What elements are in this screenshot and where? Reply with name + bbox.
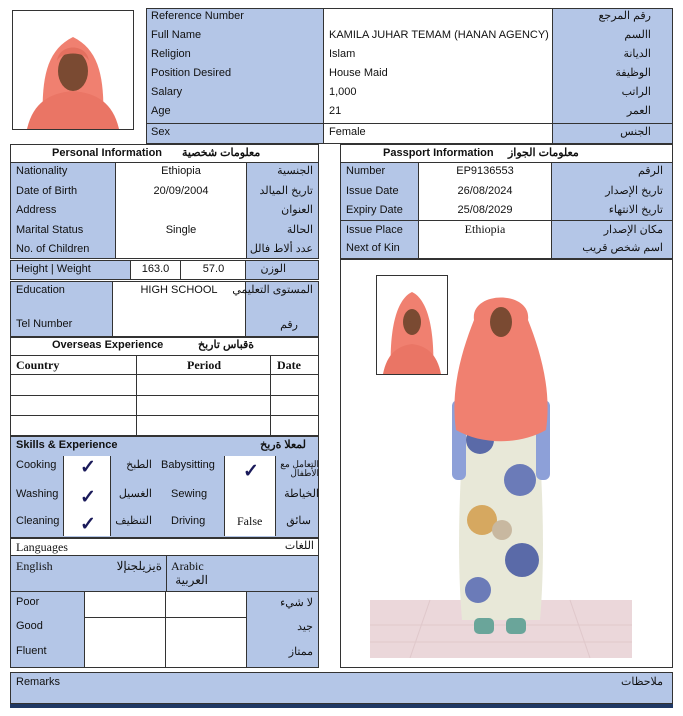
passport-issue-place-value: Ethiopia: [464, 222, 506, 236]
header-label: Sex: [151, 126, 170, 138]
language-level-ar: جيد: [297, 621, 313, 633]
footer-bar: [10, 704, 673, 708]
header-label: Salary: [151, 86, 183, 98]
skill-ar: سائق: [286, 515, 311, 527]
language-english: English: [16, 559, 53, 573]
skill-ar: الخياطة: [284, 488, 319, 500]
languages-title-ar: اللغات: [284, 540, 314, 552]
passport-label: Issue Date: [346, 185, 399, 197]
language-level: Poor: [16, 596, 40, 608]
full-name-value: KAMILA JUHAR TEMAM (HANAN AGENCY): [329, 29, 549, 41]
skill-ar: الطبخ: [126, 459, 152, 471]
passport-arabic-label: الرقم: [637, 165, 663, 177]
remarks-bar: [10, 672, 673, 704]
education-value: HIGH SCHOOL: [140, 284, 218, 296]
position-value: House Maid: [329, 67, 388, 79]
passport-number-value: EP9136553: [456, 165, 514, 177]
overseas-col-period: Period: [187, 358, 221, 372]
dob-value: 20/09/2004: [153, 185, 209, 197]
skill-label: Babysitting: [161, 459, 215, 471]
tel-number-ar: رقم: [280, 319, 298, 331]
language-level: Good: [16, 620, 43, 632]
nationality-value: Ethiopia: [161, 165, 201, 177]
passport-arabic-label: اسم شخص قريب: [582, 242, 663, 254]
header-arabic-label: رقم المرجع: [598, 10, 651, 22]
language-english-ar: ةيزيلجنإلا: [116, 559, 162, 573]
skill-check-mark: ✓: [80, 487, 96, 508]
header-label: Age: [151, 105, 171, 117]
language-arabic-ar: العربية: [175, 573, 208, 587]
education-ar: المستوى التعليمي: [232, 284, 313, 296]
remarks-ar: ملاحظات: [621, 676, 663, 688]
skill-check-mark: ✓: [80, 457, 96, 478]
passport-expiry-date-value: 25/08/2029: [457, 204, 513, 216]
header-label: Religion: [151, 48, 191, 60]
passport-label: Expiry Date: [346, 204, 403, 216]
age-value: 21: [329, 105, 342, 117]
language-level: Fluent: [16, 645, 47, 657]
skill-check-mark: ✓: [243, 461, 259, 482]
full-body-photo: [370, 280, 632, 658]
header-label: Reference Number: [151, 10, 244, 22]
header-arabic-label: الديانة: [623, 48, 651, 60]
skill-driving-value: False: [237, 514, 263, 528]
lang-cell-arabic-poor: [166, 592, 247, 667]
skill-label: Sewing: [171, 488, 208, 500]
personal-label: Date of Birth: [16, 185, 78, 197]
skill-label: Washing: [16, 488, 59, 500]
skill-ar: الغسيل: [118, 488, 152, 500]
personal-arabic-label: تاريخ الميالد: [259, 185, 313, 197]
skill-check-mark: ✓: [80, 514, 96, 535]
weight-value: 57.0: [202, 263, 225, 275]
portrait-photo-frame: [12, 10, 134, 130]
skills-title: Skills & Experience: [16, 439, 118, 451]
personal-label: Marital Status: [16, 224, 84, 236]
height-weight-label: Height | Weight: [16, 263, 91, 275]
passport-arabic-label: تاريخ الإصدار: [605, 185, 663, 197]
personal-arabic-label: الحالة: [286, 224, 313, 236]
salary-value: 1,000: [329, 86, 357, 98]
personal-label: Nationality: [16, 165, 68, 177]
religion-value: Islam: [329, 48, 356, 60]
languages-title: Languages: [16, 540, 68, 554]
overseas-title: Overseas Experience: [52, 339, 164, 351]
skills-title-ar: لمعلا ةربخ: [260, 439, 306, 451]
education-label: Education: [16, 284, 65, 296]
skill-ar: التعامل مع الأطفال: [280, 459, 319, 479]
overseas-title-ar: ةقباس تاربخ: [198, 339, 255, 351]
header-label: Position Desired: [151, 67, 232, 79]
marital-status-value: Single: [165, 224, 197, 236]
skill-ar: التنظيف: [115, 515, 152, 527]
language-level-ar: لا شيء: [280, 597, 313, 609]
height-value: 163.0: [141, 263, 170, 275]
personal-info-title: Personal Information: [52, 147, 163, 159]
personal-label: Address: [16, 204, 57, 216]
sex-value: Female: [329, 126, 366, 138]
overseas-col-country: Country: [16, 358, 60, 372]
personal-arabic-label: العنوان: [281, 204, 313, 216]
height-weight-ar: الوزن: [260, 263, 286, 275]
passport-label: Issue Place: [346, 224, 403, 236]
header-arabic-label: الوظيفة: [615, 67, 651, 79]
personal-arabic-label: الجنسية: [277, 165, 313, 177]
tel-number-label: Tel Number: [16, 318, 73, 330]
personal-info-title-ar: معلومات شخصية: [182, 147, 261, 159]
passport-title-ar: معلومات الجواز: [508, 147, 579, 159]
header-label: Full Name: [151, 29, 202, 41]
passport-arabic-label: تاريخ الانتهاء: [608, 204, 663, 216]
personal-label: No. of Children: [16, 243, 90, 255]
header-arabic-label: االسم: [624, 29, 651, 41]
language-level-ar: ممتاز: [288, 646, 313, 658]
lang-cell-english-poor: [84, 592, 166, 667]
passport-issue-date-value: 26/08/2024: [457, 185, 513, 197]
skill-label: Cleaning: [16, 515, 60, 527]
language-arabic: Arabic: [171, 559, 204, 573]
skill-label: Cooking: [16, 459, 57, 471]
portrait-photo: [13, 11, 133, 129]
header-arabic-label: الراتب: [621, 86, 651, 98]
remarks-label: Remarks: [16, 676, 61, 688]
personal-arabic-label: عدد ألاط فالل: [249, 243, 313, 255]
overseas-col-date: Date: [277, 358, 301, 372]
passport-title: Passport Information: [383, 147, 494, 159]
header-arabic-label: العمر: [626, 105, 651, 117]
skill-label: Driving: [171, 515, 206, 527]
passport-label: Next of Kin: [346, 242, 400, 254]
header-arabic-label: الجنس: [620, 126, 651, 138]
passport-label: Number: [346, 165, 386, 177]
passport-arabic-label: مكان الإصدار: [603, 224, 663, 236]
